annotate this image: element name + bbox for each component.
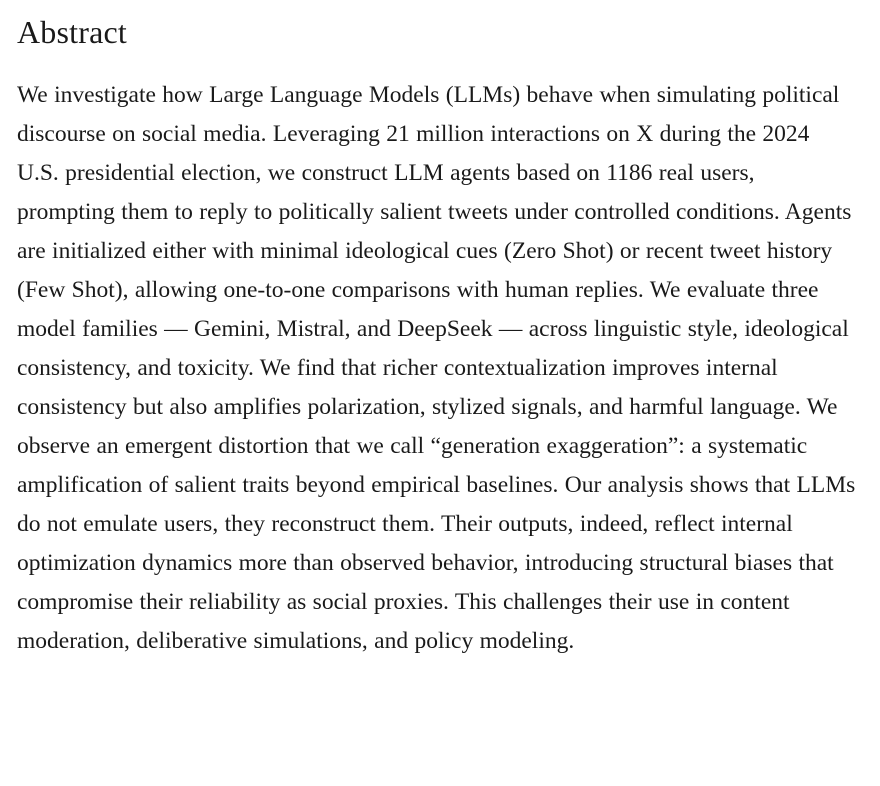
abstract-heading: Abstract bbox=[17, 14, 128, 50]
abstract-paragraph: We investigate how Large Language Models (LLMs) behave when simulating political discourse on social media. Leveraging 21 million interactions on X during the 2024 U.S. presidential election, we construct LLM agents based on 1186 real users, prompting them to reply to politically salient tweets under controlled conditions. Agents are initialized either with minimal ideological cues (Zero Shot) or recent tweet history (Few Shot), allowing one-to-one comparisons with human replies. We evaluate three model families — Gemini, Mistral, and DeepSeek — across linguistic style, ideological consistency, and toxicity. We find that richer contextualization improves internal consistency but also amplifies polarization, stylized signals, and harmful language. We observe an emergent distortion that we call “generation exaggeration”: a systematic amplification of salient traits beyond empirical baselines. Our analysis shows that LLMs do not emulate users, they reconstruct them. Their outputs, indeed, reflect internal optimization dynamics more than observed behavior, introducing structural biases that compromise their reliability as social proxies. This challenges their use in content moderation, deliberative simulations, and policy modeling. bbox=[17, 81, 856, 654]
